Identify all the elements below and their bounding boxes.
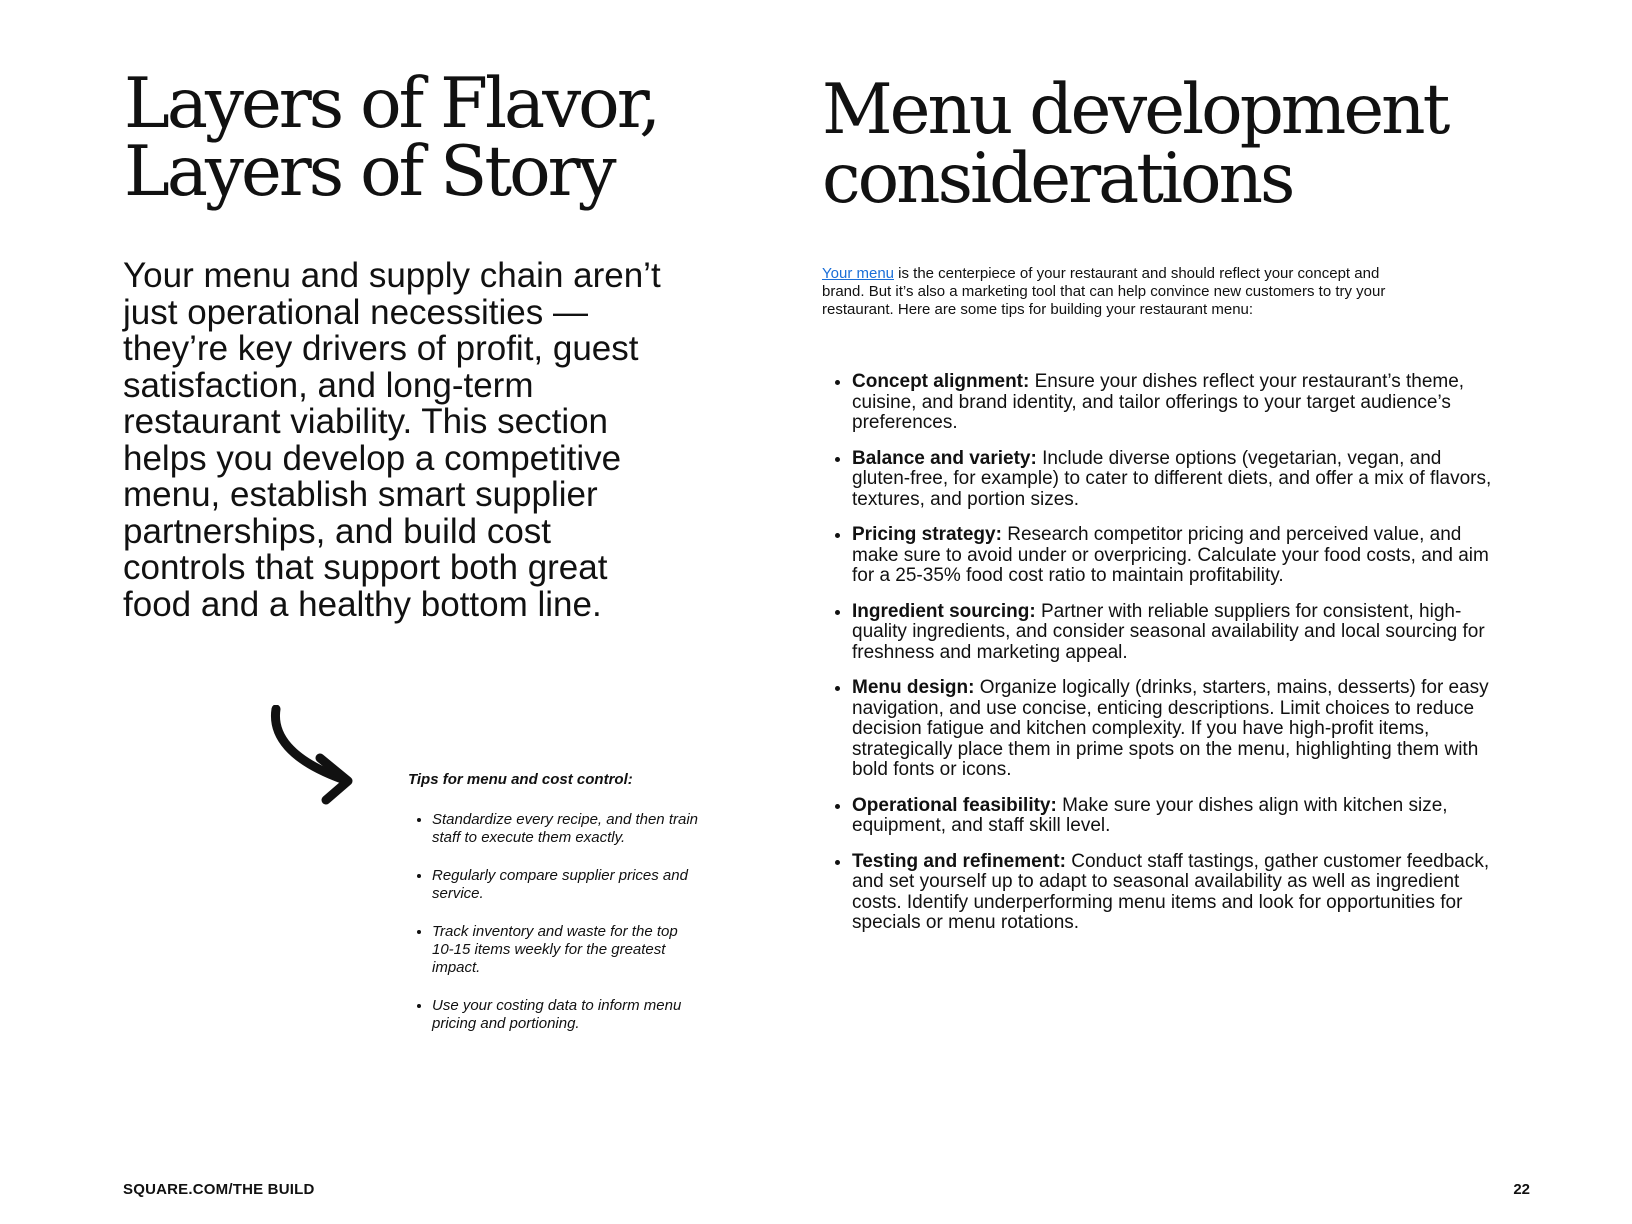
list-item: [852, 602, 1502, 664]
list-item-text: Include diverse options (vegetarian, vegan, and gluten-free, for example) to cater to different diets, and offer a mix of flavors, textures, and portion sizes.: [852, 447, 1492, 510]
curved-arrow-icon: [270, 705, 380, 815]
section-intro: Your menu and supply chain aren’t just operational necessities — they’re key drivers of profit, guest satisfaction, and long-term restaurant viability. This section helps you develop a competitive menu, establish smart supplier partnerships, and build cost controls that support both great food and a healthy bottom line.: [123, 256, 661, 624]
list-item-label: Ingredient sourcing:: [852, 600, 1036, 622]
tips-title: Tips for menu and cost control:: [408, 771, 633, 788]
list-item-text: Ensure your dishes reflect your restaurant’s theme, cuisine, and brand identity, and tailor offerings to your target audience’s preferences.: [852, 371, 1465, 433]
page-title-line-1: Menu development: [822, 70, 1448, 150]
list-item-label: Pricing strategy:: [852, 524, 1002, 545]
section-title-line-1: Layers of Flavor,: [124, 64, 659, 144]
tips-list-item: • Standardize every recipe, and then train staff to execute them exactly.: [432, 811, 698, 847]
list-item-text: Conduct staff tastings, gather customer feedback, and set yourself up to adapt to seasonal availability as well as ingredient costs. Identify underperforming menu items and look for opportunities for specials or menu rotations.: [852, 850, 1490, 933]
page-title-line-2: considerations: [822, 139, 1293, 219]
tips-callout: [408, 770, 698, 1053]
list-item: [852, 852, 1502, 934]
list-item-label: Balance and variety:: [852, 447, 1037, 469]
list-item-text: Make sure your dishes align with kitchen size, equipment, and staff skill level.: [852, 794, 1448, 836]
lead-paragraph: [822, 265, 1412, 319]
page-title: [822, 70, 1542, 219]
tips-list-item: • Regularly compare supplier prices and service.: [432, 867, 698, 903]
list-item-label: Testing and refinement:: [852, 850, 1066, 872]
list-item-text: Partner with reliable suppliers for consistent, high-quality ingredients, and consider seasonal availability and local sourcing for freshness and marketing appeal.: [852, 600, 1485, 663]
list-item: [852, 678, 1502, 781]
lead-text: is the centerpiece of your restaurant and should reflect your concept and brand. But it’s also a marketing tool that can help convince new customers to try your restaurant. Here are some tips for building your restaurant menu:: [822, 265, 1386, 318]
list-item-label: Menu design:: [852, 677, 975, 698]
tips-list: [408, 811, 698, 1033]
considerations-list: [822, 372, 1502, 949]
list-item-label: Operational feasibility:: [852, 794, 1057, 816]
list-item: [852, 796, 1502, 837]
list-item-label: Concept alignment:: [852, 371, 1030, 392]
tips-list-item: • Use your costing data to inform menu pricing and portioning.: [432, 997, 698, 1033]
tips-list-item: • Track inventory and waste for the top 10-15 items weekly for the greatest impact.: [432, 923, 698, 977]
section-title-line-2: Layers of Story: [124, 132, 614, 212]
list-item: [852, 372, 1502, 434]
your-menu-link[interactable]: Your menu: [822, 265, 894, 282]
list-item: [852, 525, 1502, 587]
list-item: [852, 449, 1502, 511]
footer-site-url: SQUARE.COM/THE BUILD: [123, 1181, 315, 1198]
page-number: 22: [1513, 1181, 1530, 1198]
list-item-text: Research competitor pricing and perceived value, and make sure to avoid under or overpricing. Calculate your food costs, and aim for a 25-35% food cost ratio to maintain profitability.: [852, 524, 1489, 586]
section-title: [124, 64, 744, 212]
list-item-text: Organize logically (drinks, starters, mains, desserts) for easy navigation, and use concise, enticing descriptions. Limit choices to reduce decision fatigue and kitchen complexity. If you have high-profit items, strategically place them in prime spots on the menu, highlighting them with bold fonts or icons.: [852, 677, 1489, 780]
